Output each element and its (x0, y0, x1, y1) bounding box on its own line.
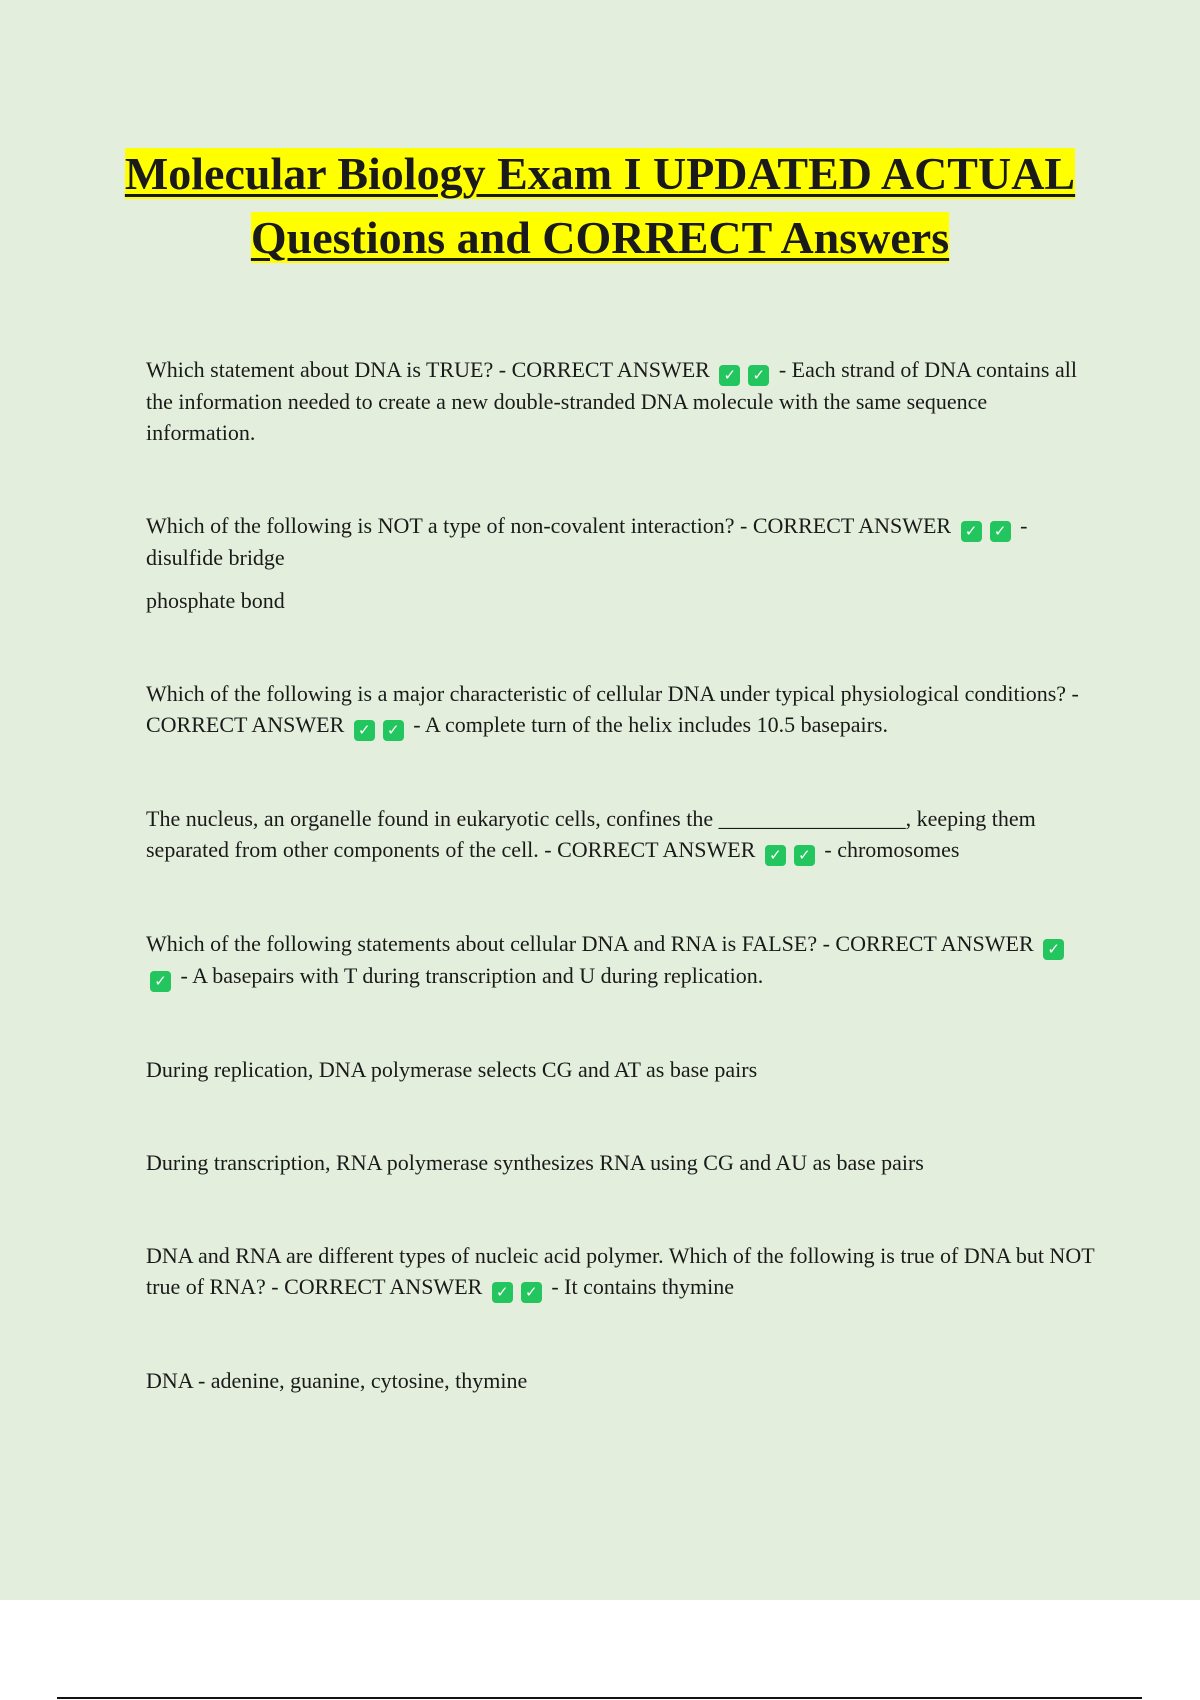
green-checkmark-icon: ✓ (794, 845, 815, 866)
note-replication: During replication, DNA polymerase selects CG and AT as base pairs (146, 1057, 758, 1082)
question-text: Which of the following statements about cellular DNA and RNA is FALSE? - CORRECT ANSWER (146, 931, 1034, 956)
green-checkmark-icon: ✓ (748, 365, 769, 386)
green-checkmark-icon: ✓ (1043, 939, 1064, 960)
green-checkmark-icon: ✓ (961, 521, 982, 542)
question-text: Which statement about DNA is TRUE? - CORRECT ANSWER (146, 357, 710, 382)
qa-item-5 (146, 928, 1096, 992)
note-dna-bases: DNA - adenine, guanine, cytosine, thymine (146, 1368, 528, 1393)
title-highlight: Molecular Biology Exam I UPDATED ACTUAL Questions and CORRECT Answers (124, 148, 1076, 263)
footer-divider (57, 1697, 1142, 1699)
question-text: DNA and RNA are different types of nucleic acid polymer. Which of the following is true of DNA but NOT true of RNA? - CORRECT ANSWER (146, 1243, 1095, 1299)
green-checkmark-icon: ✓ (492, 1282, 513, 1303)
green-checkmark-icon: ✓ (383, 720, 404, 741)
question-text: Which of the following is NOT a type of non-covalent interaction? - CORRECT ANSWER (146, 513, 952, 538)
green-checkmark-icon: ✓ (354, 720, 375, 741)
qa-item-2 (146, 510, 1096, 573)
qa-list (146, 354, 1096, 1396)
qa-item-4 (146, 803, 1096, 866)
qa-item-6 (146, 1240, 1096, 1303)
green-checkmark-icon: ✓ (150, 971, 171, 992)
qa-item-1 (146, 354, 1096, 448)
green-checkmark-icon: ✓ (990, 521, 1011, 542)
page-title (100, 142, 1100, 270)
answer-text: - disulfide bridge (146, 513, 1028, 570)
note-transcription: During transcription, RNA polymerase synthesizes RNA using CG and AU as base pairs (146, 1150, 924, 1175)
qa-item-3 (146, 678, 1096, 741)
green-checkmark-icon: ✓ (521, 1282, 542, 1303)
answer-text: - chromosomes (824, 837, 960, 862)
answer-text: - Each strand of DNA contains all the information needed to create a new double-stranded DNA molecule with the same sequence information. (146, 357, 1077, 445)
answer-extra-line: phosphate bond (146, 588, 285, 613)
question-text: Which of the following is a major characteristic of cellular DNA under typical physiological conditions? - CORRECT ANSWER (146, 681, 1079, 737)
answer-text: - It contains thymine (551, 1274, 734, 1299)
green-checkmark-icon: ✓ (719, 365, 740, 386)
answer-text: - A basepairs with T during transcription and U during replication. (180, 963, 764, 988)
answer-text: - A complete turn of the helix includes 10.5 basepairs. (413, 712, 888, 737)
green-checkmark-icon: ✓ (765, 845, 786, 866)
question-text: The nucleus, an organelle found in eukaryotic cells, confines the _________________, keeping them separated from other components of the cell. - CORRECT ANSWER (146, 806, 1036, 862)
